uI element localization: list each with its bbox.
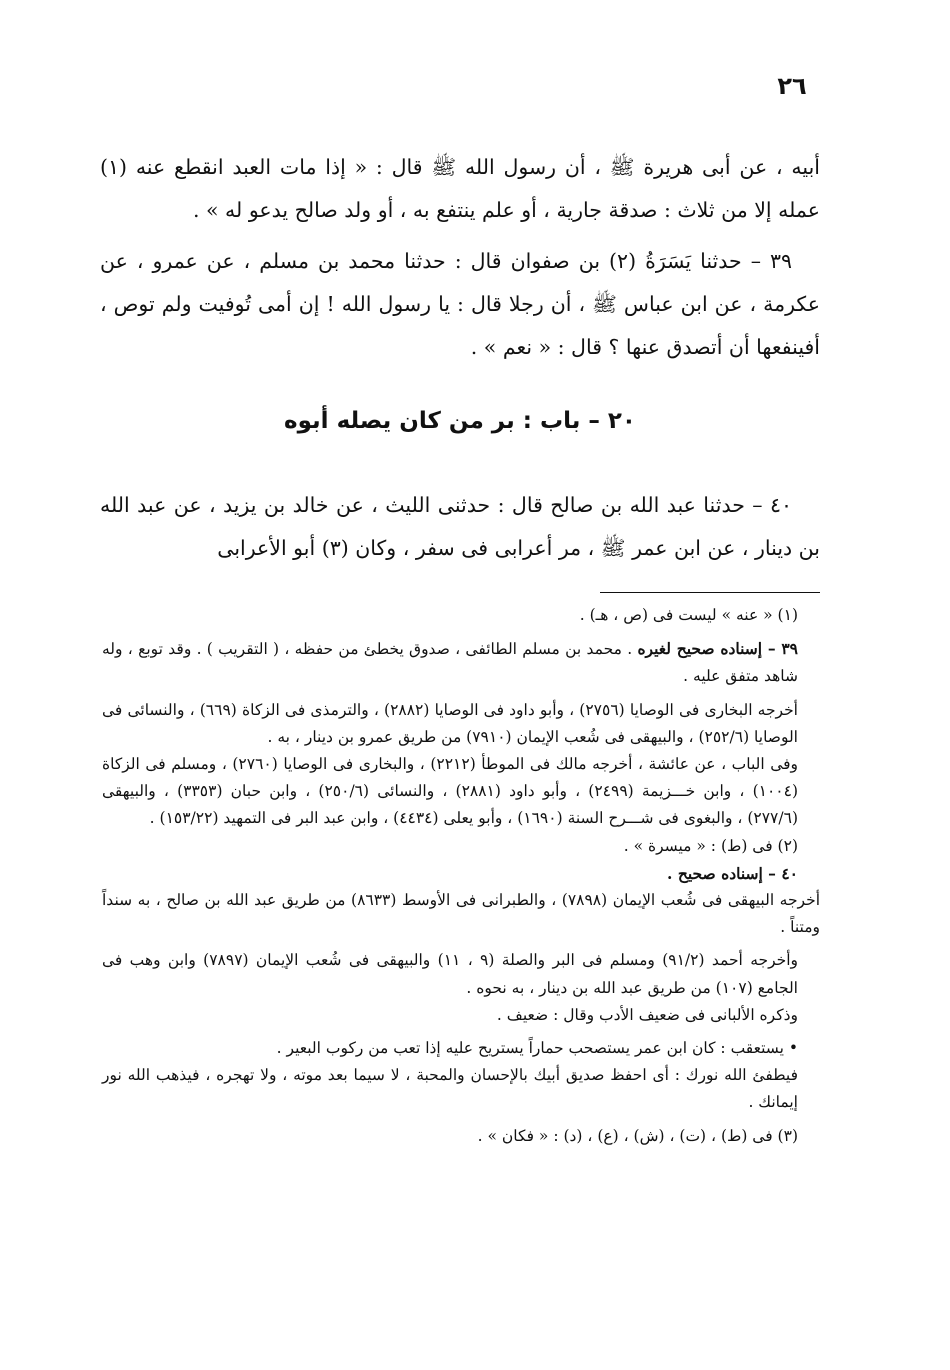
paragraph-1: أبيه ، عن أبى هريرة ﷺ ، أن رسول الله ﷺ قال : « إذا مات العبد انقطع عنه (١) عمله إلا من ثلاث : صدقة جارية ، أو علم ينتفع به ، أو ولد صالح يدعو له » . (100, 155, 820, 222)
footnote-40-grading: ٤٠ – إسناده صحيح . (667, 863, 798, 883)
page-number: ٢٦ (777, 72, 807, 100)
footnote-39-label: ٣٩ – إسناده صحيح لغيره (637, 639, 798, 659)
footnote-40-vocab-2: فيطفئ الله نورك : أى احفظ صديق أبيك بالإحسان والمحبة ، لا سيما بعد موته ، ولا تهجره ، فيذهب الله نور إيمانك . (102, 1066, 798, 1112)
footnote-1: (١) « عنه » ليست فى (ص ، هـ) . (579, 606, 798, 624)
footnote-39-sources: أخرجه البخارى فى الوصايا (٢٧٥٦) ، وأبو داود فى الوصايا (٢٨٨٢) ، والترمذى فى الزكاة (٦٦٩) ، والنسائى فى الوصايا (٢٥٢/٦) ، والبيهقى فى شُعب الإيمان (٧٩١٠) من طريق عمرو بن دينار ، به . (102, 700, 798, 746)
footnote-3: (٣) فى (ط) ، (ت) ، (ش) ، (ع) ، (د) : « فكان » . (477, 1126, 798, 1145)
chapter-heading: ٢٠ – باب : بر من كان يصله أبوه (284, 408, 636, 434)
footnotes (102, 602, 820, 1150)
footnote-40-vocab-1: • يستعقب : كان ابن عمر يستصحب حماراً يستريح عليه إذا تعب من ركوب البعير . (276, 1039, 798, 1058)
footnote-39-grading (102, 635, 820, 690)
hadith-40-block (100, 484, 820, 570)
paragraph-hadith-40: ٤٠ – حدثنا عبد الله بن صالح قال : حدثنى الليث ، عن خالد بن يزيد ، عن عبد الله بن دينار ، عن ابن عمر ﷺ ، مر أعرابى فى سفر ، وكان (٣) أبو الأعرابى (100, 493, 820, 560)
paragraph-hadith-39: ٣٩ – حدثنا يَسَرَةُ (٢) بن صفوان قال : حدثنا محمد بن مسلم ، عن عمرو ، عن عكرمة ، عن ابن عباس ﷺ ، أن رجلا قال : يا رسول الله ! إن أمى تُوفيت ولم توص ، أفينفعها أن أتصدق عنها ؟ قال : « نعم » . (100, 249, 820, 359)
hadith-text-block (100, 146, 820, 369)
footnote-2: (٢) فى (ط) : « ميسرة » . (623, 836, 798, 855)
footnote-40-other-sources: وأخرجه أحمد (٩١/٢) ومسلم فى البر والصلة (٩ ، ١١) والبيهقى فى شُعب الإيمان (٧٨٩٧) وابن وهب فى الجامع (١٠٧) من طريق عبد الله بن دينار ، به نحوه . (102, 951, 799, 997)
footnote-39-chapter-refs: وفى الباب ، عن عائشة ، أخرجه مالك فى الموطأ (٢٢١٢) ، والبخارى فى الوصايا (٢٧٦٠) ، ومسلم فى الزكاة (١٠٠٤) ، وابن خـــزيمة (٢٤٩٩) ، وأبو داود (٢٨٨١) ، والنسائى (٢٥٠/٦) ، وابن حبان (٣٣٥٣) ، والبيهقى (٢٧٧/٦) ، والبغوى فى شـــرح السنة (١٦٩٠) ، وأبو يعلى (٤٤٣٤) ، وابن عبد البر فى التمهيد (١٥٣/٢٢) . (102, 755, 799, 828)
footnote-40-albani: وذكره الألبانى فى ضعيف الأدب وقال : ضعيف . (496, 1005, 798, 1024)
footnote-40-sources: أخرجه البيهقى فى شُعب الإيمان (٧٨٩٨) ، والطبرانى فى الأوسط (٨٦٣٣) من طريق عبد الله بن صالح ، به سنداً ومتناً . (102, 891, 820, 937)
footnote-divider (600, 592, 820, 593)
footnote-39-text: . محمد بن مسلم الطائفى ، صدوق يخطئ من حفظه ، ( التقريب ) . وقد توبع ، وله شاهد متفق عليه . (102, 640, 798, 686)
